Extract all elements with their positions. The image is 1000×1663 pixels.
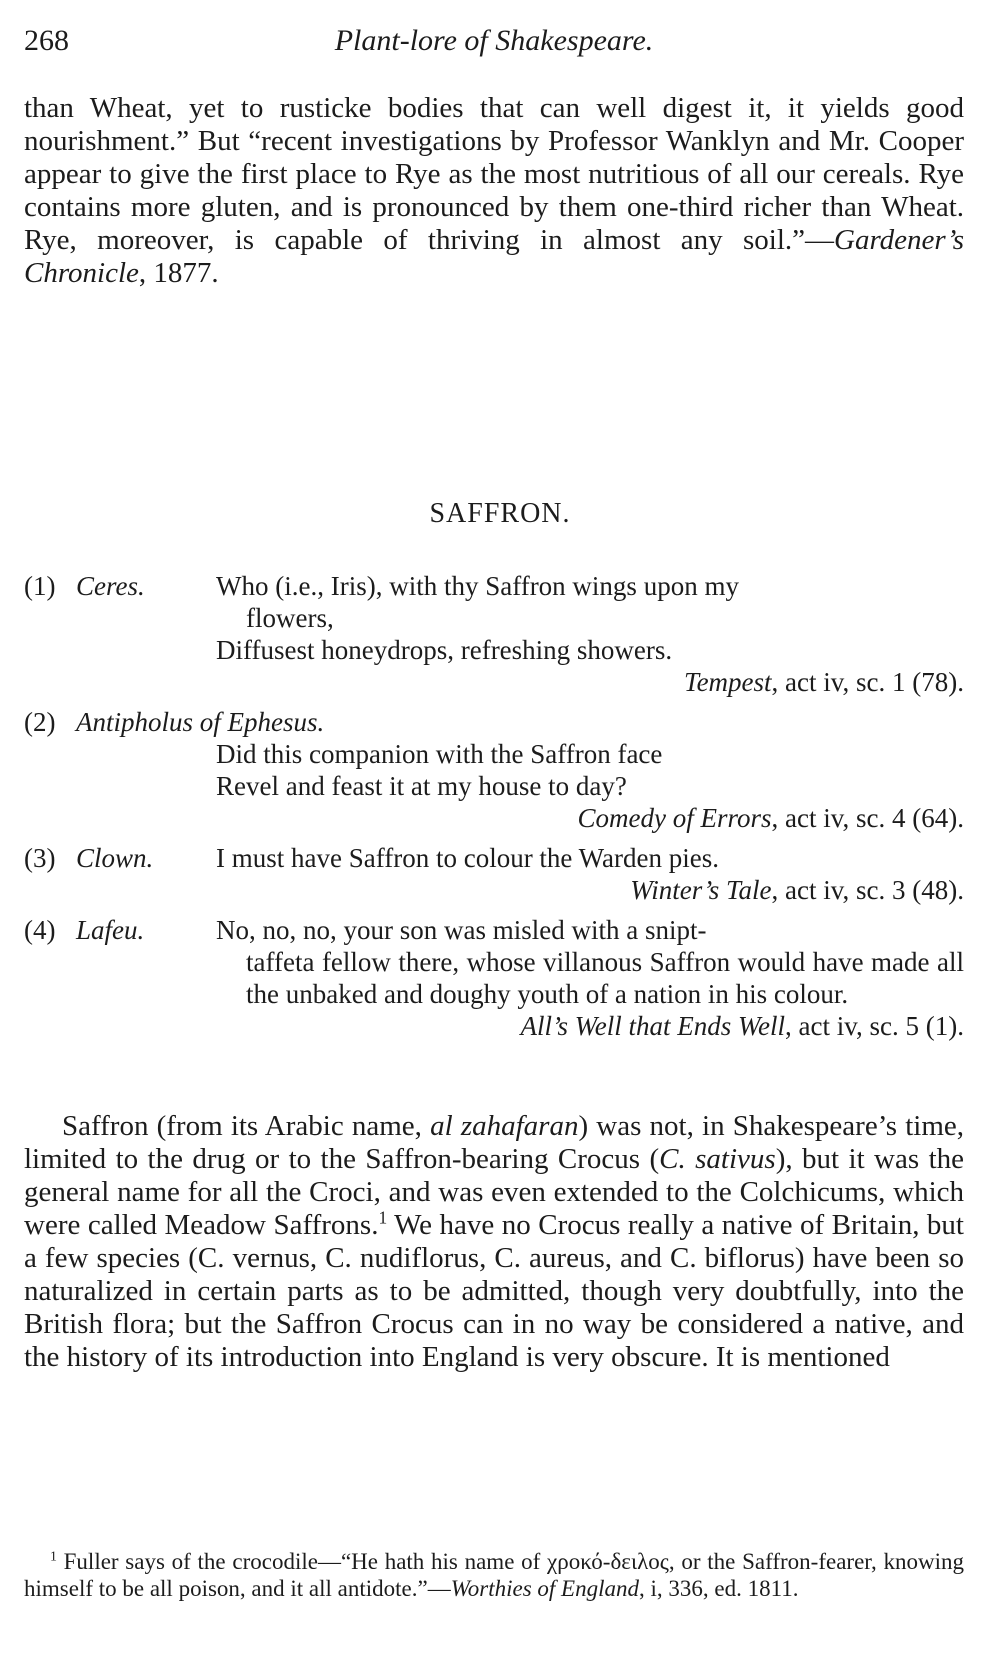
quote-number: (2) — [24, 707, 56, 737]
running-title: Plant-lore of Shakespeare. — [334, 24, 654, 57]
page-header — [24, 24, 964, 64]
source-title: All’s Well that Ends Well — [520, 1011, 786, 1041]
main-paragraph — [24, 1110, 964, 1374]
main-text: ), but it was the general name for all the Croci, and was even extended to the Colchicums, which were called Meadow Saffrons. — [24, 1143, 964, 1241]
quote-number: (3) — [24, 843, 56, 873]
main-text: Saffron (from its Arabic name, — [62, 1110, 431, 1142]
quote-line-continued: flowers, — [246, 603, 334, 633]
source-reference: , act iv, sc. 5 (1). — [785, 1011, 964, 1041]
section-title: SAFFRON. — [429, 498, 571, 529]
source-title: Tempest — [684, 667, 772, 697]
footnote-reference[interactable]: 1 — [378, 1207, 388, 1228]
source-title: Winter’s Tale — [630, 875, 772, 905]
source-title: Comedy of Errors — [577, 803, 772, 833]
quote-speaker: Ceres. — [76, 571, 145, 601]
footnote — [24, 1548, 964, 1602]
source-reference: , act iv, sc. 3 (48). — [771, 875, 964, 905]
arabic-name: al zahafaran — [430, 1110, 579, 1142]
source-reference: , act iv, sc. 4 (64). — [771, 803, 964, 833]
footnote-tail: , i, 336, ed. 1811. — [638, 1576, 799, 1601]
quote-1 — [24, 570, 964, 698]
source-reference: , act iv, sc. 1 (78). — [771, 667, 964, 697]
quote-source — [24, 874, 964, 906]
quote-3 — [24, 842, 964, 906]
quote-source — [24, 666, 964, 698]
quote-4 — [24, 914, 964, 1042]
footnote-source: Worthies of England — [450, 1576, 639, 1601]
quote-line: No, no, no, your son was misled with a snipt- — [216, 915, 707, 945]
quote-line: I must have Saffron to colour the Warden pies. — [216, 843, 719, 873]
opening-source-tail: , 1877. — [138, 257, 219, 289]
quote-line: Did this companion with the Saffron face — [216, 739, 663, 769]
quote-speaker: Antipholus of Ephesus. — [76, 707, 325, 737]
crocus-species: C. sativus — [659, 1143, 776, 1175]
opening-text: than Wheat, yet to rusticke bodies that can well digest it, it yields good nourishment.” But “recent investigations by Professor Wanklyn and Mr. Cooper appear to give the first place to Rye as the most nutritious of all our cereals. Rye contains more gluten, and is pronounced by them one-third richer than Wheat. Rye, moreover, is capable of thriving in almost any soil.”— — [24, 92, 964, 256]
quote-line: Diffusest honeydrops, refreshing showers. — [216, 635, 673, 665]
quote-number: (1) — [24, 571, 56, 601]
quote-speaker: Lafeu. — [76, 915, 145, 945]
quote-line: Who (i.e., Iris), with thy Saffron wings upon my — [216, 571, 739, 601]
main-text: ) was not, in Shakespeare’s time, limited to the drug or to the Saffron-bearing Crocus ( — [24, 1110, 964, 1175]
quote-source — [24, 802, 964, 834]
opening-source: Gardener’s Chronicle — [24, 224, 964, 289]
footnote-text: Fuller says of the crocodile—“He hath his name of χροκό-δειλος, or the Saffron-fearer, knowing himself to be all poison, and it all antidote.”— — [24, 1549, 964, 1601]
quote-line-continued: taffeta fellow there, whose villanous Saffron would have made all the unbaked and doughy youth of a nation in his colour. — [246, 947, 964, 1009]
quote-source — [24, 1010, 964, 1042]
footnote-mark: 1 — [50, 1548, 57, 1564]
quote-number: (4) — [24, 915, 56, 945]
quote-speaker: Clown. — [76, 843, 154, 873]
page-number: 268 — [24, 24, 69, 57]
main-text: We have no Crocus really a native of Britain, but a few species (C. vernus, C. nudiflorus, C. aureus, and C. biflorus) have been so naturalized in certain parts as to be admitted, though very doubtfully, into the British flora; but the Saffron Crocus can in no way be considered a native, and the history of its introduction into England is very obscure. It is mentioned — [24, 1209, 964, 1373]
opening-paragraph — [24, 92, 964, 290]
quotations — [24, 570, 964, 1042]
quote-2 — [24, 706, 964, 834]
quote-line: Revel and feast it at my house to day? — [216, 771, 627, 801]
